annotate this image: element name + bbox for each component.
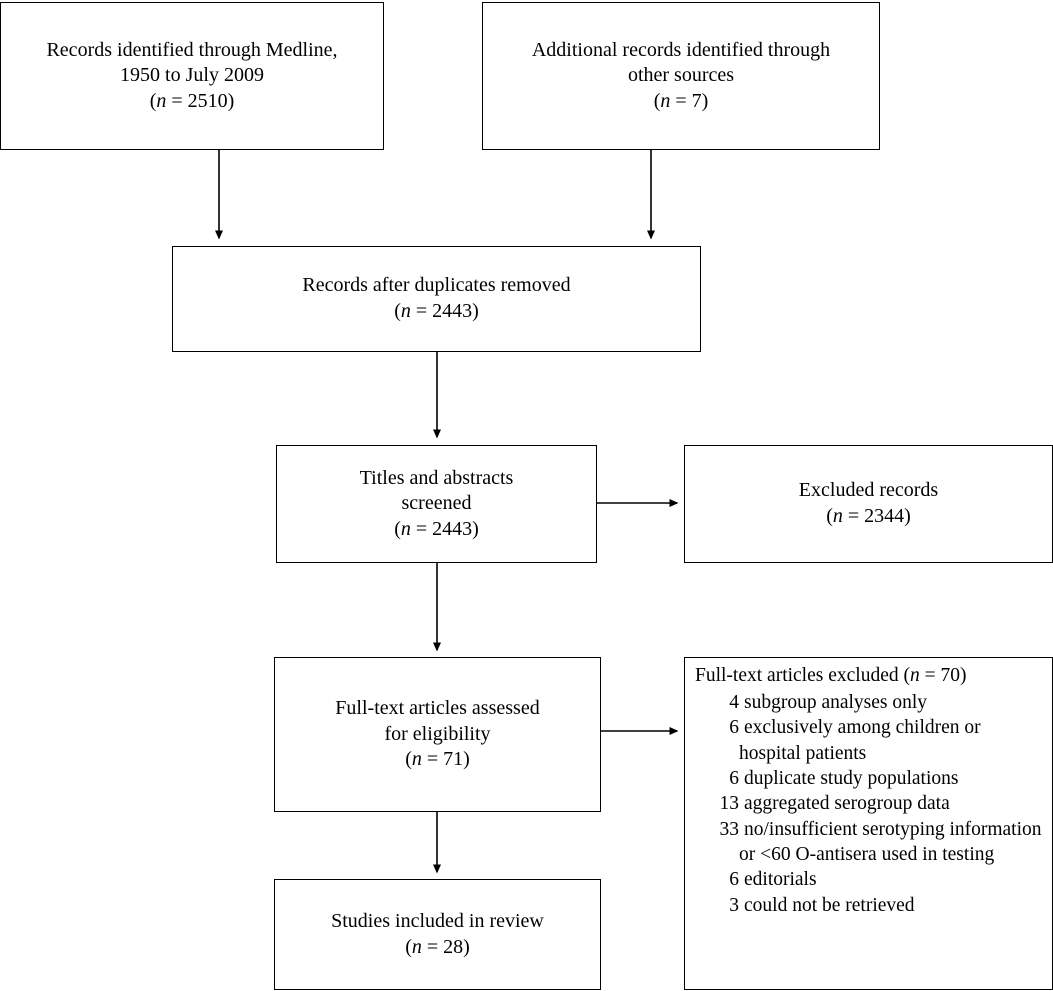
reason-count: 6: [729, 717, 739, 739]
n-value: = 2443: [415, 517, 473, 540]
box-titles-abstracts-screened: [276, 445, 597, 563]
fulltext-assessed-count: (n = 71): [405, 748, 470, 771]
reason-count: 6: [729, 767, 739, 789]
records-identified-medline-line2: 1950 to July 2009: [120, 64, 264, 87]
n-value: = 7: [675, 89, 702, 112]
list-item: [695, 690, 1042, 715]
n-value: = 2510: [171, 89, 228, 112]
n-italic-label: n: [660, 89, 671, 112]
n-italic-label: n: [909, 665, 920, 686]
reason-count: 13: [719, 793, 739, 815]
reason-count: 6: [729, 869, 739, 891]
duplicates-removed-count: (n = 2443): [394, 300, 479, 322]
reason-count: 33: [719, 818, 739, 840]
excluded-records-line1: Excluded records: [798, 479, 939, 502]
excluded-records-count: (n = 2344): [826, 505, 911, 527]
reason-text: duplicate study populations: [744, 767, 959, 789]
additional-records-line2: other sources: [627, 64, 735, 87]
n-italic-label: n: [156, 89, 167, 112]
duplicates-removed-line1: Records after duplicates removed: [302, 274, 571, 297]
list-item: [695, 867, 1042, 892]
n-value: = 2344: [847, 505, 905, 527]
list-item: [695, 715, 1042, 766]
reason-text: exclusively among children or hospital patients: [739, 717, 981, 764]
included-line1: Studies included in review: [331, 909, 544, 932]
box-records-after-duplicates-removed: [172, 246, 701, 352]
box-studies-included-review: [274, 879, 601, 990]
fulltext-excluded-reason-list: [695, 690, 1042, 918]
screened-line2: screened: [401, 492, 472, 515]
n-value: = 71: [426, 748, 464, 771]
box-fulltext-assessed-eligibility: [274, 657, 601, 812]
reason-count: 3: [729, 894, 739, 916]
box-fulltext-excluded-reasons: [684, 657, 1053, 990]
box-additional-records-other-sources: [482, 2, 880, 150]
additional-records-count: (n = 7): [653, 89, 709, 112]
records-identified-medline-line1: Records identified through Medline,: [46, 38, 338, 61]
n-italic-label: n: [411, 748, 422, 771]
box-excluded-records: [684, 445, 1053, 563]
screened-count: (n = 2443): [394, 517, 479, 540]
fulltext-assessed-line1: Full-text articles assessed: [335, 697, 540, 720]
fulltext-excluded-title-prefix: Full-text articles excluded (: [695, 665, 910, 686]
fulltext-assessed-line2: for eligibility: [384, 722, 491, 745]
screened-line1: Titles and abstracts: [359, 466, 514, 489]
included-count: (n = 28): [405, 935, 470, 958]
n-italic-label: n: [400, 517, 411, 540]
reason-text: no/insufficient serotyping information or <60 O-antisera used in testing: [739, 818, 1042, 866]
n-italic-label: n: [400, 300, 411, 322]
records-identified-medline-count: (n = 2510): [149, 89, 235, 112]
fulltext-excluded-title-suffix: = 70): [924, 665, 967, 686]
list-item: [695, 893, 1042, 918]
reason-text: could not be retrieved: [744, 894, 915, 916]
list-item: [695, 766, 1042, 791]
n-value: = 2443: [415, 300, 473, 322]
box-records-identified-medline: [0, 2, 384, 150]
n-italic-label: n: [411, 935, 422, 958]
additional-records-line1: Additional records identified through: [531, 38, 831, 61]
reason-text: editorials: [744, 869, 817, 891]
n-value: = 28: [426, 935, 464, 958]
reason-text: aggregated serogroup data: [744, 793, 950, 815]
list-item: [695, 791, 1042, 816]
fulltext-excluded-title: [695, 664, 1042, 689]
n-italic-label: n: [832, 505, 843, 527]
reason-count: 4: [729, 691, 739, 713]
list-item: [695, 817, 1042, 868]
reason-text: subgroup analyses only: [744, 691, 928, 713]
